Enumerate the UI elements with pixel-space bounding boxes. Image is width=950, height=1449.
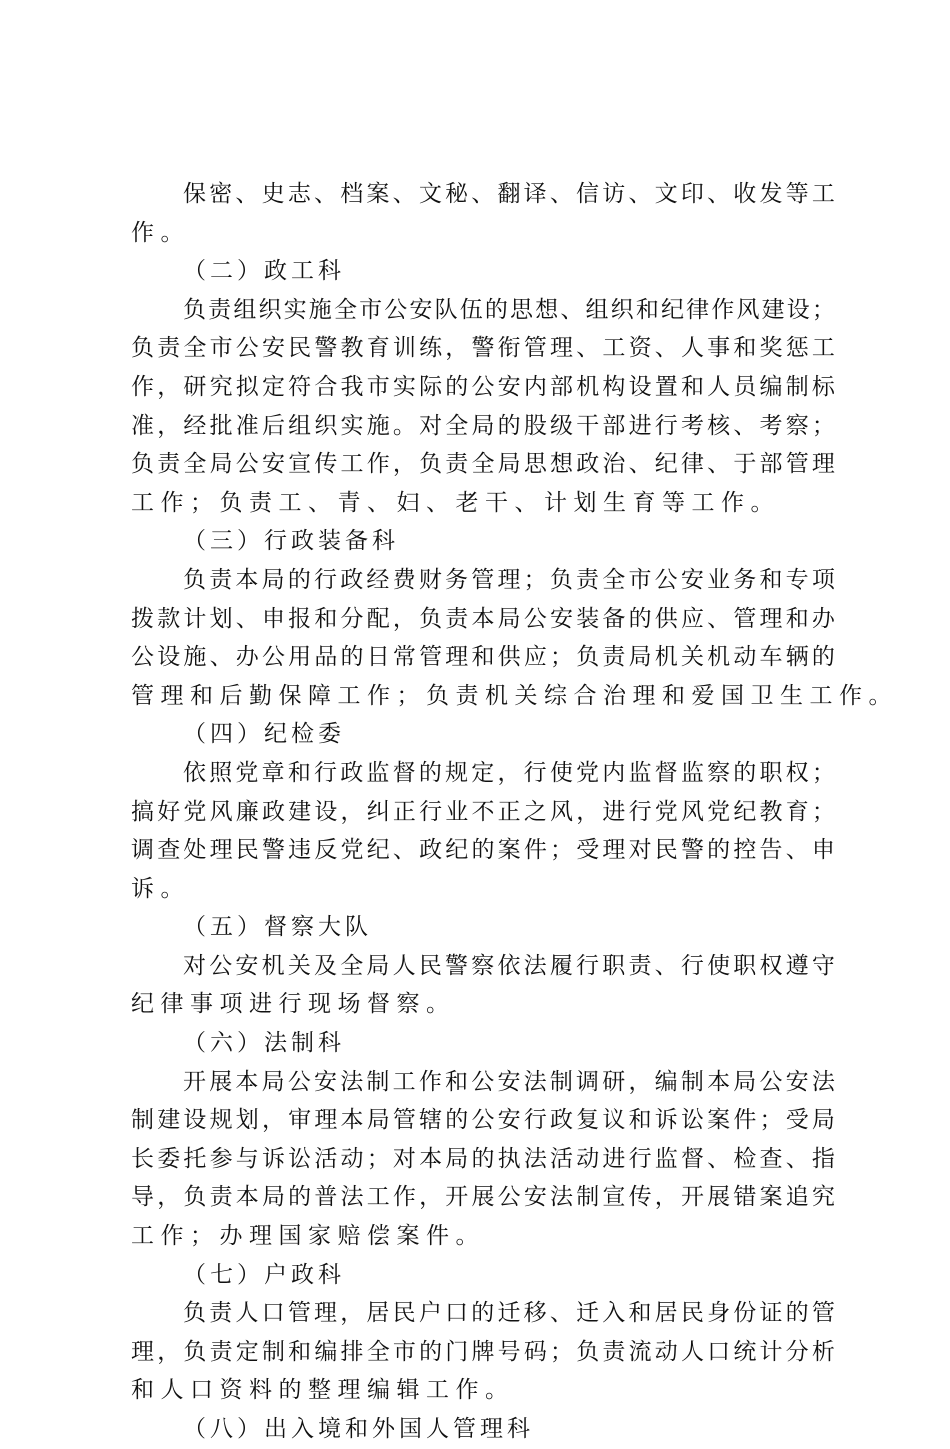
paragraph-line: 作 ， 研 究 拟 定 符 合 我 市 实 际 的 公 安 内 部 机 构 设 置 和 人 员 编 制 标 [131, 373, 835, 400]
paragraph-line: 诉。 [131, 875, 190, 902]
paragraph-line: 调 查 处 理 民 警 违 反 党 纪 、 政 纪 的 案 件 ； 受 理 对 民 警 的 控 告 、 申 [131, 837, 835, 864]
paragraph-line: 工作；负责工、青、妇、老干、计划生育等工作。 [131, 489, 780, 516]
paragraph-line: 对 公 安 机 关 及 全 局 人 民 警 察 依 法 履 行 职 责 、 行 使 职 权 遵 守 [183, 952, 835, 979]
paragraph-line: 保 密 、 史 志 、 档 案 、 文 秘 、 翻 译 、 信 访 、 文 印 、 收 发 等 工 [183, 181, 835, 207]
paragraph-line: 管理和后勤保障工作；负责机关综合治理和爱国卫生工作。 [131, 682, 898, 709]
paragraph-line: 长 委 托 参 与 诉 讼 活 动 ； 对 本 局 的 执 法 活 动 进 行 监 督 、 检 查 、 指 [131, 1145, 835, 1172]
paragraph-line: 公 设 施 、 办 公 用 品 的 日 常 管 理 和 供 应 ； 负 责 局 机 关 机 动 车 辆 的 [131, 644, 835, 671]
paragraph-line: 制 建 设 规 划 ， 审 理 本 局 管 辖 的 公 安 行 政 复 议 和 诉 讼 案 件 ； 受 局 [131, 1107, 835, 1134]
paragraph-line: 负 责 人 口 管 理 ， 居 民 户 口 的 迁 移 、 迁 入 和 居 民 身 份 证 的 管 [183, 1300, 835, 1327]
section-heading: （五）督察大队 [183, 914, 372, 941]
paragraph-line: 负 责 组 织 实 施 全 市 公 安 队 伍 的 思 想 、 组 织 和 纪 律 作 风 建 设 ； [183, 296, 835, 323]
section-heading: （三）行政装备科 [183, 528, 399, 555]
section-heading: （二）政工科 [183, 258, 345, 285]
paragraph-line: 纪律事项进行现场督察。 [131, 991, 456, 1018]
paragraph-line: 开 展 本 局 公 安 法 制 工 作 和 公 安 法 制 调 研 ， 编 制 本 局 公 安 法 [183, 1068, 835, 1095]
paragraph-line: 负 责 全 局 公 安 宣 传 工 作 ， 负 责 全 局 思 想 政 治 、 纪 律 、 于 部 管 理 [131, 451, 835, 478]
paragraph-line: 负 责 本 局 的 行 政 经 费 财 务 管 理 ； 负 责 全 市 公 安 业 务 和 专 项 [183, 566, 835, 593]
paragraph-line: 拨 款 计 划 、 申 报 和 分 配 ， 负 责 本 局 公 安 装 备 的 供 应 、 管 理 和 办 [131, 605, 835, 632]
paragraph-line: 准 ， 经 批 准 后 组 织 实 施 。 对 全 局 的 股 级 干 部 进 行 考 核 、 考 察 ； [131, 412, 835, 439]
section-heading: （八）出入境和外国人管理科 [183, 1416, 534, 1442]
paragraph-line: 工作；办理国家赔偿案件。 [131, 1223, 485, 1250]
section-heading: （七）户政科 [183, 1261, 345, 1288]
paragraph-line: 搞 好 党 风 廉 政 建 设 ， 纠 正 行 业 不 正 之 风 ， 进 行 党 风 党 纪 教 育 ； [131, 798, 835, 825]
section-heading: （四）纪检委 [183, 721, 345, 748]
paragraph-line: 作。 [131, 219, 190, 246]
paragraph-line: 依 照 党 章 和 行 政 监 督 的 规 定 ， 行 使 党 内 监 督 监 察 的 职 权 ； [183, 759, 835, 786]
paragraph-line: 和人口资料的整理编辑工作。 [131, 1377, 515, 1404]
paragraph-line: 导 ， 负 责 本 局 的 普 法 工 作 ， 开 展 公 安 法 制 宣 传 ， 开 展 错 案 追 究 [131, 1184, 835, 1211]
document-body [131, 175, 898, 1449]
section-heading: （六）法制科 [183, 1030, 345, 1057]
paragraph-line: 理 ， 负 责 定 制 和 编 排 全 市 的 门 牌 号 码 ； 负 责 流 动 人 口 统 计 分 析 [131, 1338, 835, 1365]
paragraph-line: 负 责 全 市 公 安 民 警 教 育 训 练 ， 警 衔 管 理 、 工 资 、 人 事 和 奖 惩 工 [131, 335, 835, 362]
